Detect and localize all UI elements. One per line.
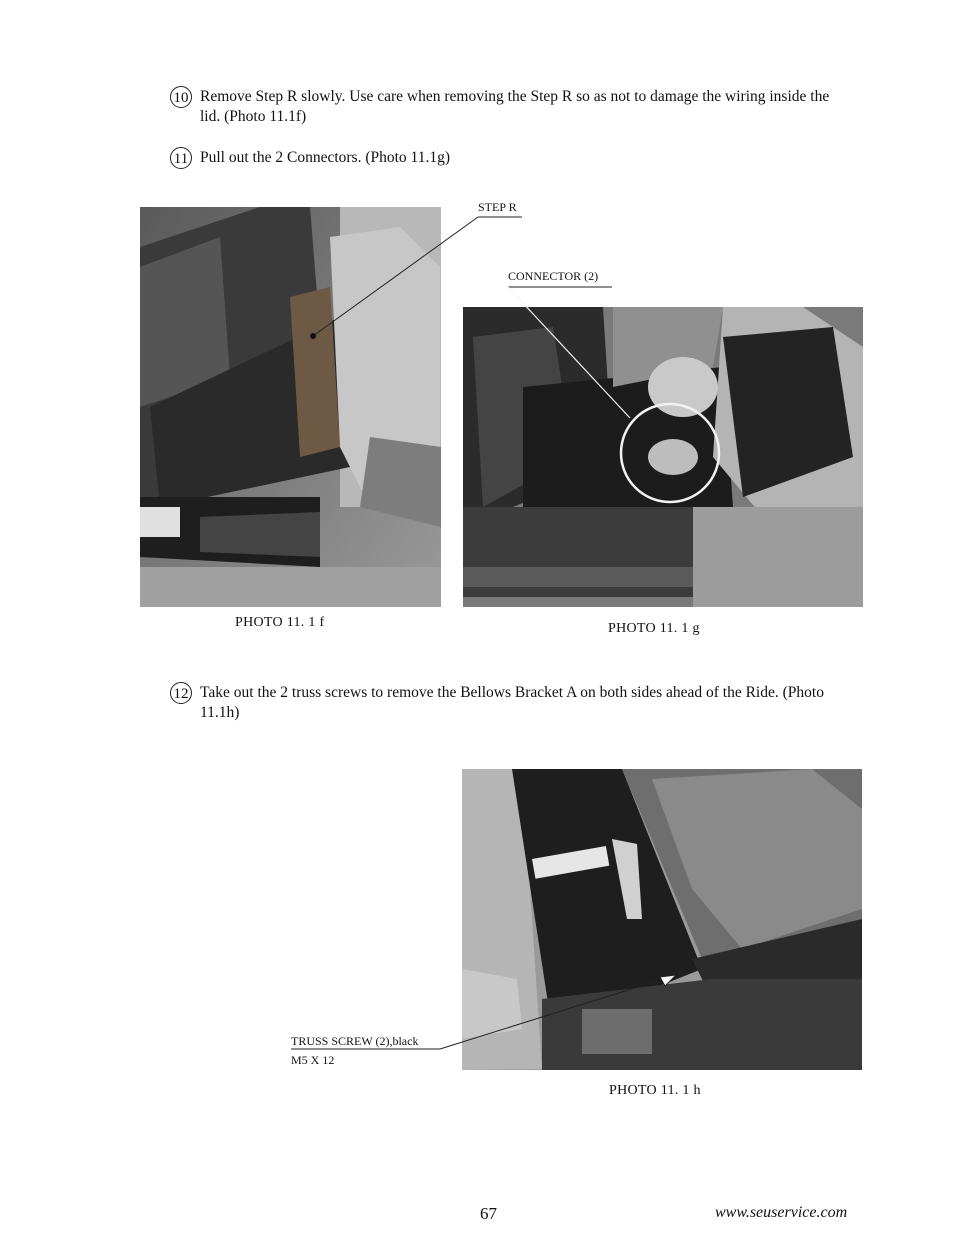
caption-photo-11-1h: PHOTO 11. 1 h <box>609 1083 701 1098</box>
photo-11-1f-illustration <box>140 207 441 607</box>
caption-photo-11-1f: PHOTO 11. 1 f <box>235 615 325 630</box>
callout-connector: CONNECTOR (2) <box>508 269 599 283</box>
step-text: Take out the 2 truss screws to remove the Bellows Bracket A on both sides ahead of the Ride. (Photo 11.1h) <box>200 684 824 721</box>
photo-11-1g-illustration <box>463 307 863 607</box>
step-number: 12 <box>170 682 192 704</box>
caption-photo-11-1g: PHOTO 11. 1 g <box>608 621 700 636</box>
page-number: 67 <box>480 1204 497 1223</box>
step-number: 10 <box>170 86 192 108</box>
photo-11-1g <box>463 307 863 607</box>
photo-11-1f <box>140 207 441 607</box>
photo-11-1h <box>462 769 862 1070</box>
step-number: 11 <box>170 147 192 169</box>
website-link[interactable]: www.seuservice.com <box>715 1204 848 1221</box>
callout-truss-screw-size: M5 X 12 <box>291 1053 335 1067</box>
step-text: Pull out the 2 Connectors. (Photo 11.1g) <box>200 149 450 166</box>
photo-11-1h-illustration <box>462 769 862 1070</box>
step-text: Remove Step R slowly. Use care when removing the Step R so as not to damage the wiring inside the lid. (Photo 11.1f) <box>200 88 830 125</box>
callout-step-r: STEP R <box>478 200 517 214</box>
callout-truss-screw: TRUSS SCREW (2),black <box>291 1034 419 1048</box>
